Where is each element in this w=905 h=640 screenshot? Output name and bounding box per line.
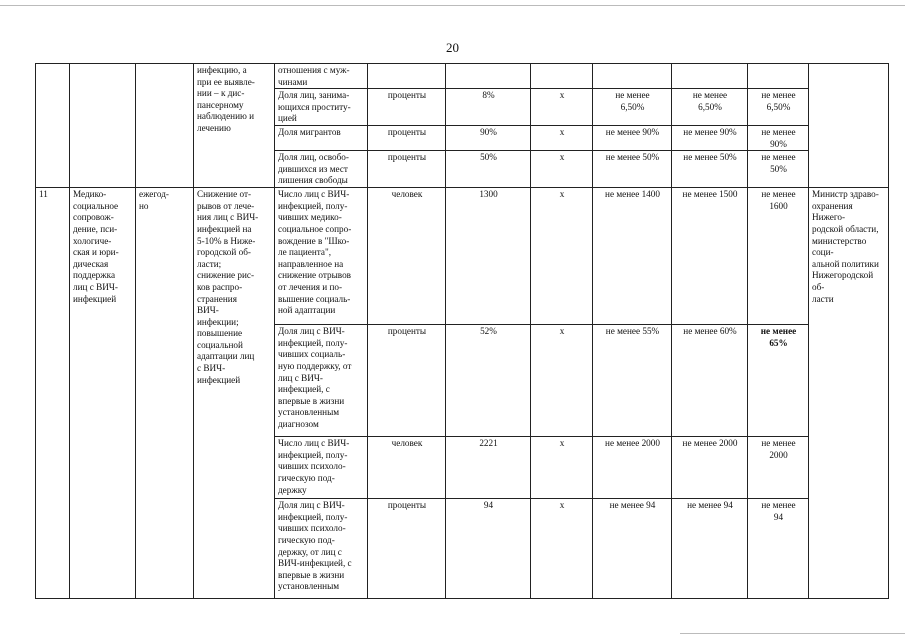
period-cell [136,64,194,188]
unit-cell: человек [368,188,446,325]
value-cell: не менее 60% [672,325,748,437]
value-cell: не менее 50% [593,151,672,188]
value-cell: не менее 90% [748,125,809,150]
unit-cell: проценты [368,151,446,188]
unit-cell: проценты [368,125,446,150]
value-cell: не менее 6,50% [593,89,672,126]
expected-result-cell: Снижение от- рывов от лече- ния лиц с ВИЧ- инфекцией на 5-10% в Ниже- городской об- ласти; снижение рис- ков распро- странения ВИЧ- инфекции; повышение социальной адаптации лиц с ВИЧ- инфекцией [194,188,275,599]
value-cell [748,64,809,89]
indicator-cell: Доля мигрантов [275,125,368,150]
value-cell [593,64,672,89]
value-cell: не менее 94 [748,499,809,599]
measure-name-cell: Медико- социальное сопровож- дение, пси- хологиче- ская и юри- дическая поддержка лиц с ВИЧ- инфекцией [70,188,136,599]
value-cell: х [531,499,593,599]
value-cell: х [531,437,593,499]
row-number-cell [36,64,70,188]
scan-edge-line [680,633,905,634]
value-cell: х [531,151,593,188]
unit-cell: проценты [368,89,446,126]
indicator-cell: Доля лиц, освобо- дившихся из мест лишения свободы [275,151,368,188]
value-cell: не менее 50% [748,151,809,188]
value-cell: не менее 2000 [593,437,672,499]
value-cell: не менее 6,50% [748,89,809,126]
unit-cell [368,64,446,89]
unit-cell: проценты [368,499,446,599]
value-cell: не менее 65% [748,325,809,437]
base-value-cell [446,64,531,89]
indicator-cell: Доля лиц с ВИЧ- инфекцией, полу- чивших социаль- ную поддержку, от лиц с ВИЧ- инфекцией, с впервые в жизни установленным диагнозом [275,325,368,437]
row-number-cell: 11 [36,188,70,599]
value-cell: х [531,325,593,437]
base-value-cell: 1300 [446,188,531,325]
base-value-cell: 94 [446,499,531,599]
value-cell: не менее 94 [672,499,748,599]
base-value-cell: 2221 [446,437,531,499]
value-cell: не менее 50% [672,151,748,188]
table-row [36,188,889,325]
scan-edge-line [0,5,905,6]
value-cell: х [531,89,593,126]
base-value-cell: 52% [446,325,531,437]
indicator-cell: Число лиц с ВИЧ- инфекцией, полу- чивших психоло- гическую под- держку [275,437,368,499]
value-cell: не менее 90% [593,125,672,150]
indicator-cell: Доля лиц с ВИЧ- инфекцией, полу- чивших психоло- гическую под- держку, от лиц с ВИЧ-инфекцией, с впервые в жизни установленным [275,499,368,599]
period-cell: ежегод- но [136,188,194,599]
table-row [36,64,889,89]
value-cell: не менее 55% [593,325,672,437]
value-cell: не менее 1500 [672,188,748,325]
executor-cell: Министр здраво- охранения Нижего- родской области, министерство соци- альной политики Нижегородской об- ласти [809,188,889,599]
value-cell: не менее 6,50% [672,89,748,126]
value-cell [531,64,593,89]
unit-cell: человек [368,437,446,499]
value-cell: не менее 2000 [672,437,748,499]
value-cell: не менее 1400 [593,188,672,325]
indicator-cell: Доля лиц, занима- ющихся проститу- цией [275,89,368,126]
indicator-cell: Число лиц с ВИЧ- инфекцией, полу- чивших медико- социальное сопро- вождение в "Шко- ле пациента", направленное на снижение отрывов от лечения и по- вышение социаль- ной адаптации [275,188,368,325]
indicator-cell: отношения с муж- чинами [275,64,368,89]
base-value-cell: 90% [446,125,531,150]
executor-cell [809,64,889,188]
page-number: 20 [446,40,459,55]
base-value-cell: 50% [446,151,531,188]
expected-result-cell: инфекцию, а при ее выявле- нии – к дис- пансерному наблюдению и лечению [194,64,275,188]
base-value-cell: 8% [446,89,531,126]
measures-table [35,63,889,599]
unit-cell: проценты [368,325,446,437]
measure-name-cell [70,64,136,188]
value-cell [672,64,748,89]
value-cell: не менее 90% [672,125,748,150]
value-cell: не менее 94 [593,499,672,599]
value-cell: х [531,125,593,150]
value-cell: не менее 1600 [748,188,809,325]
value-cell: не менее 2000 [748,437,809,499]
value-cell: х [531,188,593,325]
